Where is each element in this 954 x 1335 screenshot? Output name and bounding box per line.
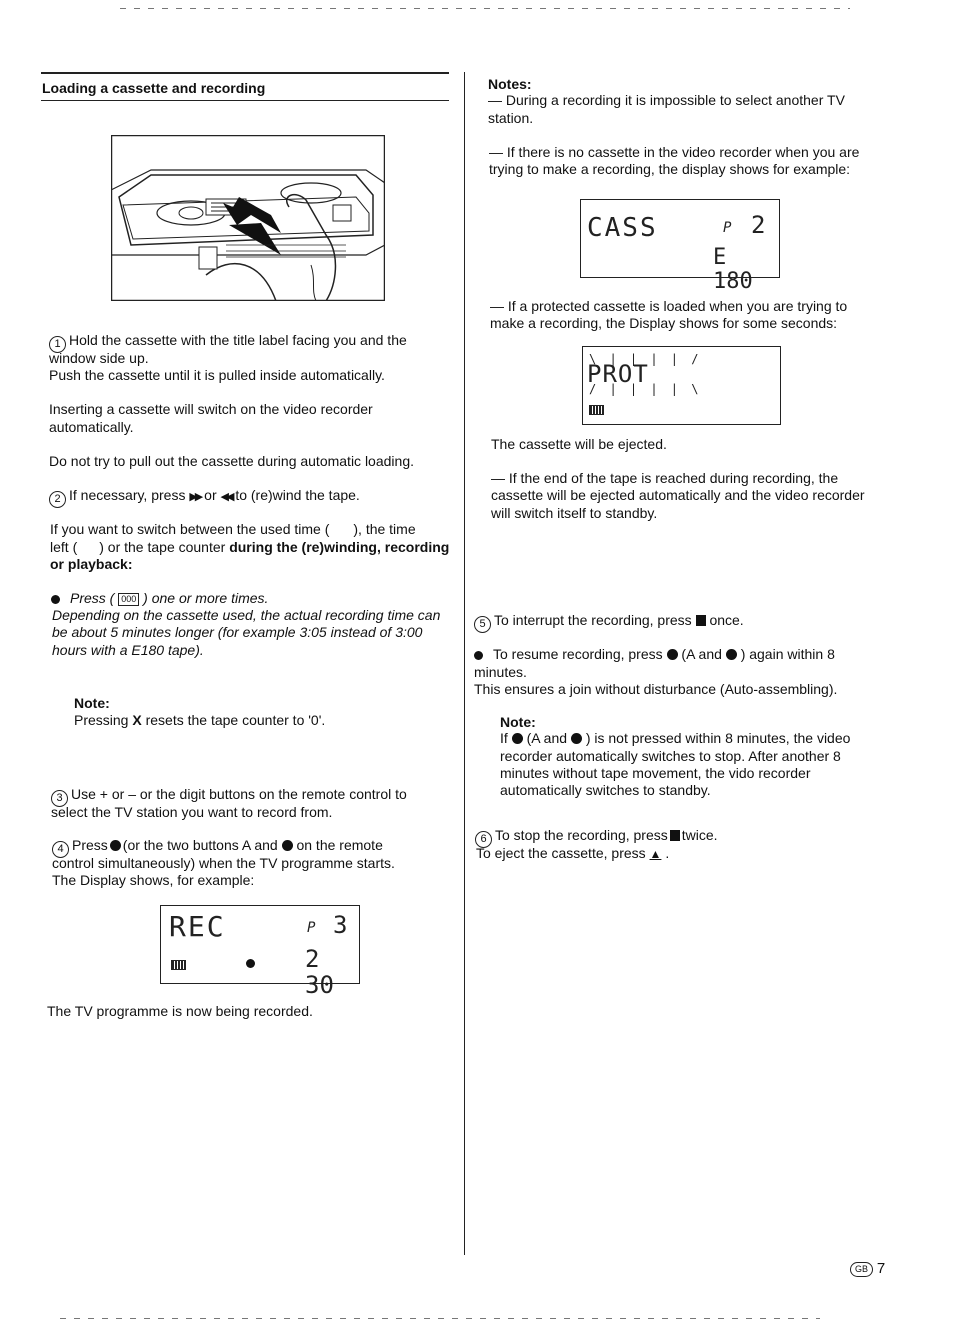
note2b-line1 xyxy=(500,730,850,747)
press-counter-line xyxy=(51,590,268,607)
note3-line2: make a recording, the Display shows for some seconds: xyxy=(490,315,838,331)
step6-text-2a: To eject the cassette, press xyxy=(476,845,646,861)
note4-line2: cassette will be ejected automatically and the video recorder xyxy=(491,487,865,503)
page-number: 7 xyxy=(876,1260,886,1277)
display-p: P xyxy=(723,220,734,236)
tape-icon xyxy=(171,960,186,970)
display-p: P xyxy=(307,920,318,936)
note3-line1: — If a protected cassette is loaded when you are trying to xyxy=(490,298,848,314)
note2b-text-b: (A and xyxy=(526,730,568,746)
note4-line1: — If the end of the tape is reached during recording, the xyxy=(491,470,839,486)
note-text xyxy=(74,712,325,729)
pull-warning: Do not try to pull out the cassette during automatic loading. xyxy=(49,453,414,469)
step2-post: to (re)wind the tape. xyxy=(235,487,360,503)
step6-line2 xyxy=(476,845,669,863)
step-number: 4 xyxy=(52,841,69,858)
step1-text-1: Hold the cassette with the title label facing you and the xyxy=(69,332,407,348)
switch-text-1a: If you want to switch between the used time ( xyxy=(50,521,330,537)
switch-line1 xyxy=(50,521,416,538)
italic-line3: hours with a E180 tape). xyxy=(52,642,204,658)
record-dot-icon xyxy=(667,649,678,660)
step4-text-c: on the remote xyxy=(296,837,383,853)
resume-text-c: ) again within 8 xyxy=(740,646,835,662)
record-dot-icon xyxy=(110,840,121,851)
step2-pre: If necessary, press xyxy=(69,487,186,503)
step5-line xyxy=(474,612,744,633)
step5-text-b: once. xyxy=(709,612,744,628)
switch-text-2c: during the (re)winding, recording xyxy=(229,539,450,555)
press-text-a: Press ( xyxy=(70,590,115,606)
cassette-illustration xyxy=(111,135,385,301)
note1-line2: station. xyxy=(488,110,534,126)
display-e: E 180 xyxy=(713,245,753,294)
resume-line1 xyxy=(474,646,835,663)
note2b-line2: recorder automatically switches to stop. After another 8 xyxy=(500,748,841,764)
record-dot-icon xyxy=(246,959,255,968)
stop-icon xyxy=(670,830,680,841)
note1-line1: — During a recording it is impossible to select another TV xyxy=(488,92,845,108)
flash-marks-top: \ | | | | / xyxy=(589,352,702,366)
note2-title: Note: xyxy=(500,714,536,730)
display-cass xyxy=(580,199,780,294)
note2b-text-c: ) is not pressed within 8 minutes, the video xyxy=(585,730,851,746)
tape-icon xyxy=(589,405,604,415)
note2b-line3: minutes without tape movement, the vido recorder xyxy=(500,765,811,781)
italic-line1: Depending on the cassette used, the actual recording time can xyxy=(52,607,441,623)
insert-line1: Inserting a cassette will switch on the video recorder xyxy=(49,401,373,417)
step6-text-b: twice. xyxy=(681,827,718,843)
note-text-a: Pressing xyxy=(74,712,129,728)
display-channel: 3 xyxy=(333,911,350,939)
bullet-icon xyxy=(474,651,483,660)
step1-line2: window side up. xyxy=(49,350,149,366)
step4-line2: control simultaneously) when the TV programme starts. xyxy=(52,855,395,871)
step-number: 3 xyxy=(51,790,68,807)
display-channel: 2 xyxy=(751,211,768,239)
display-time: 2 30 xyxy=(305,945,334,999)
eject-icon: ▲ xyxy=(649,847,662,861)
switch-text-1b: ), the time xyxy=(353,521,416,537)
resume-text-a: To resume recording, press xyxy=(493,646,663,662)
switch-line3: or playback: xyxy=(50,556,133,572)
note-key: X xyxy=(132,712,142,728)
italic-line2: be about 5 minutes longer (for example 3:05 instead of 3:00 xyxy=(52,624,423,640)
step2-line xyxy=(49,487,360,508)
step4-line3: The Display shows, for example: xyxy=(52,872,255,888)
display-prot xyxy=(582,346,781,425)
scan-artifact-bottom xyxy=(60,1318,820,1319)
note2b-text-a: If xyxy=(500,730,508,746)
resume-line3: This ensures a join without disturbance (Auto-assembling). xyxy=(474,681,838,697)
step-number: 2 xyxy=(49,491,66,508)
scan-artifact-top xyxy=(120,8,850,9)
heading-rule-bottom xyxy=(41,100,449,101)
display-word: PROT xyxy=(587,360,649,388)
record-dot-icon xyxy=(726,649,737,660)
insert-line2: automatically. xyxy=(49,419,134,435)
step3-line2: select the TV station you want to record from. xyxy=(51,804,333,820)
display-word: REC xyxy=(169,910,226,943)
note2b-line4: automatically switches to standby. xyxy=(500,782,711,798)
step-number: 6 xyxy=(475,831,492,848)
note-title: Note: xyxy=(74,695,110,711)
press-text-b: ) one or more times. xyxy=(143,590,269,606)
page-footer xyxy=(850,1260,885,1277)
record-dot-icon xyxy=(571,733,582,744)
note4-line3: will switch itself to standby. xyxy=(491,505,658,521)
heading-rule-top xyxy=(41,72,449,74)
switch-line2 xyxy=(50,539,449,556)
step6-text-a: To stop the recording, press xyxy=(495,827,668,843)
country-badge: GB xyxy=(850,1262,873,1277)
step2-mid: or xyxy=(204,487,217,503)
counter-key-icon: 000 xyxy=(118,593,139,606)
recorded-text: The TV programme is now being recorded. xyxy=(47,1003,313,1019)
display-word: CASS xyxy=(587,213,658,243)
note-text-b: resets the tape counter to '0'. xyxy=(145,712,326,728)
flash-marks-bottom: / | | | | \ xyxy=(589,382,702,396)
step-number: 5 xyxy=(474,616,491,633)
step3-text-1: Use + or – or the digit buttons on the remote control to xyxy=(71,786,407,802)
bullet-icon xyxy=(51,595,60,604)
rewind-icon: ◀◀ xyxy=(220,491,232,503)
ejected-text: The cassette will be ejected. xyxy=(491,436,667,452)
notes-title: Notes: xyxy=(488,76,532,92)
step4-text-b: (or the two buttons A and xyxy=(122,837,278,853)
switch-text-2b: ) or the tape counter xyxy=(99,539,226,555)
step-number: 1 xyxy=(49,336,66,353)
note2-line2: trying to make a recording, the display shows for example: xyxy=(489,161,851,177)
stop-icon xyxy=(696,615,706,626)
fast-forward-icon: ▶▶ xyxy=(189,491,201,503)
note2-line1: — If there is no cassette in the video recorder when you are xyxy=(489,144,860,160)
record-dot-icon xyxy=(512,733,523,744)
switch-text-2a: left ( xyxy=(50,539,78,555)
section-heading: Loading a cassette and recording xyxy=(42,80,266,96)
step4-text-a: Press xyxy=(72,837,108,853)
step1-line3: Push the cassette until it is pulled inside automatically. xyxy=(49,367,385,383)
resume-text-b: (A and xyxy=(681,646,722,662)
resume-line2: minutes. xyxy=(474,664,527,680)
column-divider xyxy=(464,72,465,1255)
display-rec xyxy=(160,905,360,999)
step6-text-2b: . xyxy=(665,845,670,861)
step5-text-a: To interrupt the recording, press xyxy=(494,612,692,628)
record-dot-icon xyxy=(282,840,293,851)
